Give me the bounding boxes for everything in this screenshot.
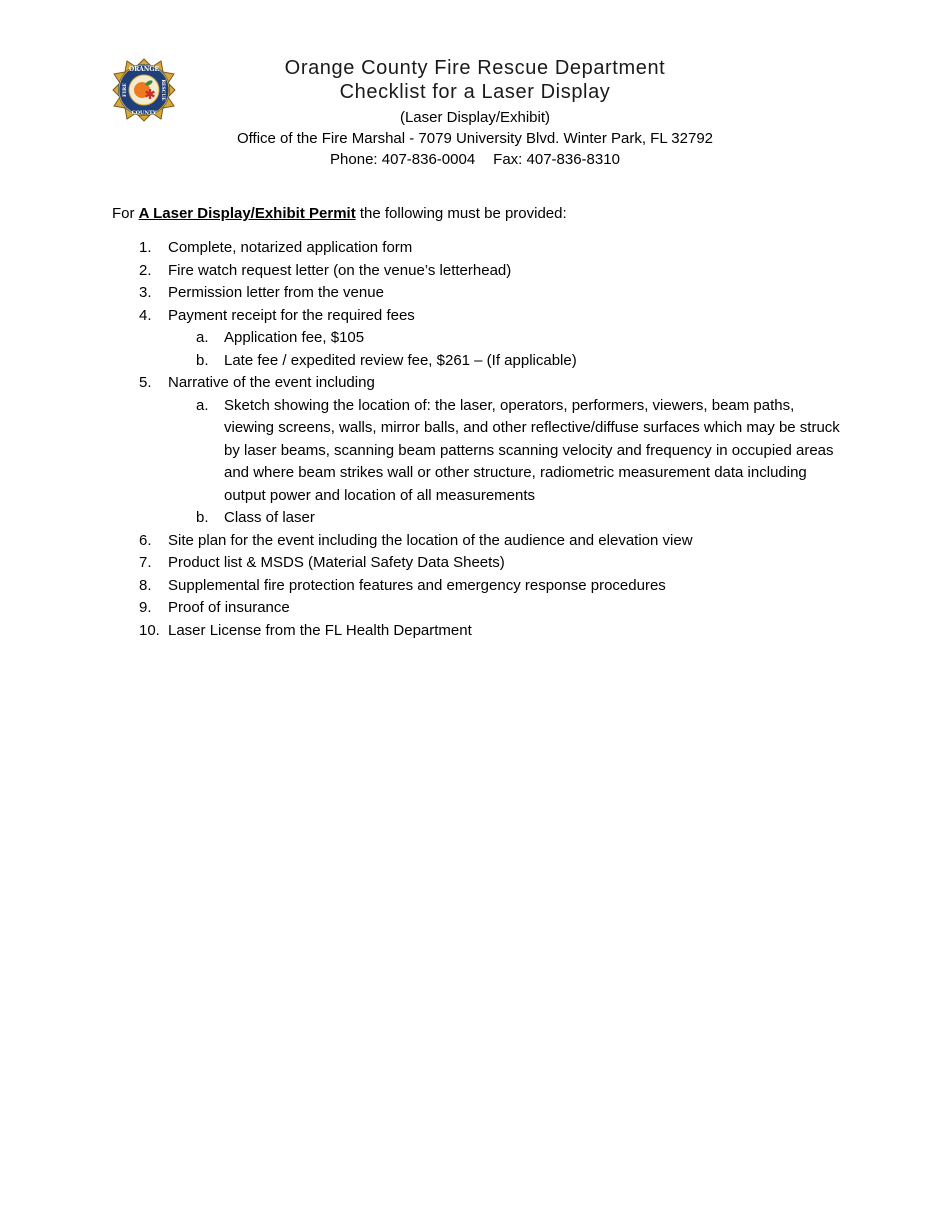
document-subtitle: (Laser Display/Exhibit) — [399, 109, 551, 126]
sub-list-item — [112, 507, 842, 530]
item-number: 5. — [139, 374, 152, 391]
item-number: 10. — [139, 621, 160, 639]
sub-item-text: Late fee / expedited review fee, $261 – (If applicable) — [224, 351, 577, 369]
phone-number: Phone: 407-836-0004 — [330, 151, 476, 168]
list-item — [112, 575, 842, 598]
sub-item-text: Class of laser — [224, 509, 315, 526]
item-text: Narrative of the event including — [168, 374, 375, 391]
svg-text:ORANGE: ORANGE — [128, 66, 160, 73]
list-item — [112, 260, 842, 283]
svg-text:FIRE: FIRE — [122, 83, 128, 97]
document-header — [200, 56, 750, 170]
sub-item-letter: b. — [196, 509, 209, 526]
item-text: Fire watch request letter (on the venue’s letterhead) — [168, 261, 512, 279]
item-number: 8. — [139, 576, 152, 594]
intro-sentence — [112, 203, 567, 225]
item-text: Permission letter from the venue — [168, 284, 384, 301]
org-title: Orange County Fire Rescue Department — [284, 57, 666, 79]
sub-list-item — [112, 395, 842, 508]
sub-item-letter: a. — [196, 396, 209, 414]
svg-text:RESCUE: RESCUE — [160, 79, 165, 101]
item-text: Payment receipt for the required fees — [168, 306, 415, 324]
item-text: Product list & MSDS (Material Safety Data Sheets) — [168, 554, 505, 571]
item-number: 7. — [139, 554, 152, 571]
permit-name: A Laser Display/Exhibit Permit — [138, 205, 356, 222]
list-item — [112, 237, 842, 260]
sub-item-text: Sketch showing the location of: the laser, operators, performers, viewers, beam paths, viewing screens, walls, mirror balls, and other reflective/diffuse surfaces which may be struck by laser beams, scanning beam patterns scanning velocity and frequency in occupied areas and where beam strikes wall or other structure, radiometric measurement data including output power and location of all measurements — [224, 396, 840, 504]
contact-line — [200, 149, 750, 170]
list-item — [112, 282, 842, 305]
item-number: 2. — [139, 261, 152, 279]
item-number: 6. — [139, 531, 152, 549]
sub-item-letter: a. — [196, 329, 209, 346]
list-item — [112, 620, 842, 643]
sub-item-letter: b. — [196, 351, 209, 369]
list-item — [112, 597, 842, 620]
sub-list-item — [112, 350, 842, 373]
fax-number: Fax: 407-836-8310 — [493, 151, 620, 168]
office-address: Office of the Fire Marshal - 7079 University Blvd. Winter Park, FL 32792 — [236, 130, 714, 147]
item-text: Proof of insurance — [168, 599, 290, 616]
item-text: Laser License from the FL Health Department — [168, 621, 472, 639]
requirements-list — [112, 237, 842, 642]
item-text: Site plan for the event including the location of the audience and elevation view — [168, 531, 693, 549]
item-number: 1. — [139, 239, 152, 256]
sub-list-item — [112, 327, 842, 350]
item-number: 4. — [139, 306, 152, 324]
orange-county-fire-rescue-badge-logo — [111, 57, 177, 123]
svg-text:COUNTY: COUNTY — [131, 110, 157, 116]
intro-prefix: For — [112, 205, 135, 222]
list-item — [112, 552, 842, 575]
item-number: 9. — [139, 599, 152, 616]
list-item — [112, 305, 842, 328]
list-item — [112, 372, 842, 395]
list-item — [112, 530, 842, 553]
item-number: 3. — [139, 284, 152, 301]
item-text: Supplemental fire protection features and emergency response procedures — [168, 576, 666, 594]
item-text: Complete, notarized application form — [168, 239, 413, 256]
sub-item-text: Application fee, $105 — [224, 329, 365, 346]
intro-suffix: the following must be provided: — [359, 205, 567, 222]
document-title: Checklist for a Laser Display — [339, 81, 611, 103]
